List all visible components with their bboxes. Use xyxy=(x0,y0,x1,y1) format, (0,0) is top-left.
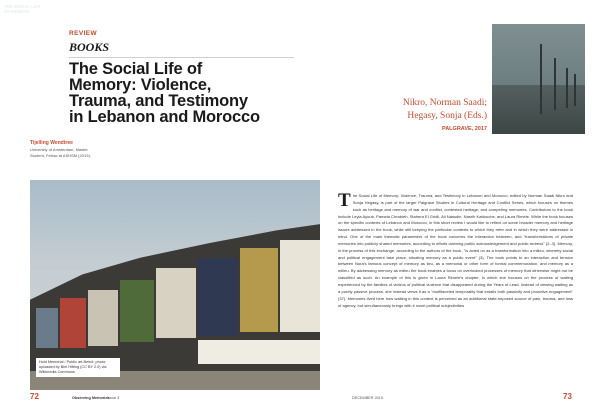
divider xyxy=(69,57,294,58)
issue-date: DECEMBER 2019 xyxy=(352,396,384,400)
title-line: Memory: Violence, xyxy=(69,76,212,94)
book-cover-title xyxy=(4,4,74,14)
editors-line: Nikro, Norman Saadi; xyxy=(402,98,487,108)
review-text: he Social Life of Memory: Violence, Trauma, and Testimony in Lebanon and Morocco, edited by Norman Saadi Nikro and Sonja Hegasy, is part of the larger Palgrave Studies in Cultural Heritage and Conflict Series, which focuses on themes such as heritage and memory of war and conflict, contested heritage, and competing memories. Contributors to the book include Leyla Ayoub, Pamela Chrabieh, Stahera El Gridli, Ali Nassdin, Nasrih Kattouche, and Laura Rimele. While the book focuses on the specific contexts of Lebanon and Morocco, in this short review I would like to reflect on some broader memory and heritage issues addressed in the book, while still keeping the particular contexts to which they refer and in which they were addressed in mind. One of the main thematic parameters of the book concerns the interaction between, and "transformations of private memories into publicly shared memories, according to efforts claiming public acknowledgement and public redress" (2–3). Memory, in the process of this exchange, according to the authors of the book, "is acted on as a transformation into a milieu, whereby social and political engagement take place, situating memory as a public event" (3). The book points to an interaction and tension between Nora's famous concept of memory as lieu, as a memorial or other form of formal commemoration, and memory as a milieu. By addressing memory as milieu the book enables a focus on overlooked processes of memory that otherwise might not be classified as such. An example of this is given in Laura Rimele's chapter, in which she focuses on the process of waiting experienced by the families of victims of political violence that disappeared during the Years of Lead. Instead of viewing waiting as a purely passive process, she instead views it as a "multifaceted temporality that entails both passivity and proactive engagement" (37). Memories lived here how waiting in this context is perceived as an additional state-imposed source of pain, trauma, and loss of agency, but simultaneously brings with it novel political subjectivities xyxy=(338,193,573,308)
cover-title-line: OF MEMORY xyxy=(4,9,31,14)
affiliation-line: University of Amsterdam, Master xyxy=(30,147,88,152)
journal-name: Observing Memories xyxy=(72,396,110,400)
issue-label: Issue 3 xyxy=(107,396,120,400)
book-cover xyxy=(492,24,585,134)
section-label: BOOKS xyxy=(69,40,110,54)
page-number-right: 73 xyxy=(563,392,572,401)
title-line: The Social Life of xyxy=(69,60,203,78)
title-line: in Lebanon and Morocco xyxy=(69,108,260,126)
author-name: Tijelling Wendtree xyxy=(30,140,73,146)
book-editors xyxy=(360,97,487,122)
drop-cap: T xyxy=(338,190,351,211)
book-publisher: PALGRAVE, 2017 xyxy=(441,126,487,132)
review-tag: REVIEW xyxy=(69,30,98,37)
review-body xyxy=(338,190,573,309)
article-title xyxy=(69,61,319,125)
cover-title-line: THE SOCIAL LIFE xyxy=(4,4,41,9)
photo-caption: Hold Memorial / Public art Beirut, photo: uploaded by Bint Hitting (CC BY 2.0) via Wikimedia Commons xyxy=(36,358,120,377)
affiliation-line: Student, Fellow at ASHSM (2019). xyxy=(30,153,91,159)
page-number-left: 72 xyxy=(30,392,39,401)
author-affiliation xyxy=(30,147,130,159)
title-line: Trauma, and Testimony xyxy=(69,92,248,110)
editors-line: Hegasy, Sonja (Eds.) xyxy=(407,110,487,121)
